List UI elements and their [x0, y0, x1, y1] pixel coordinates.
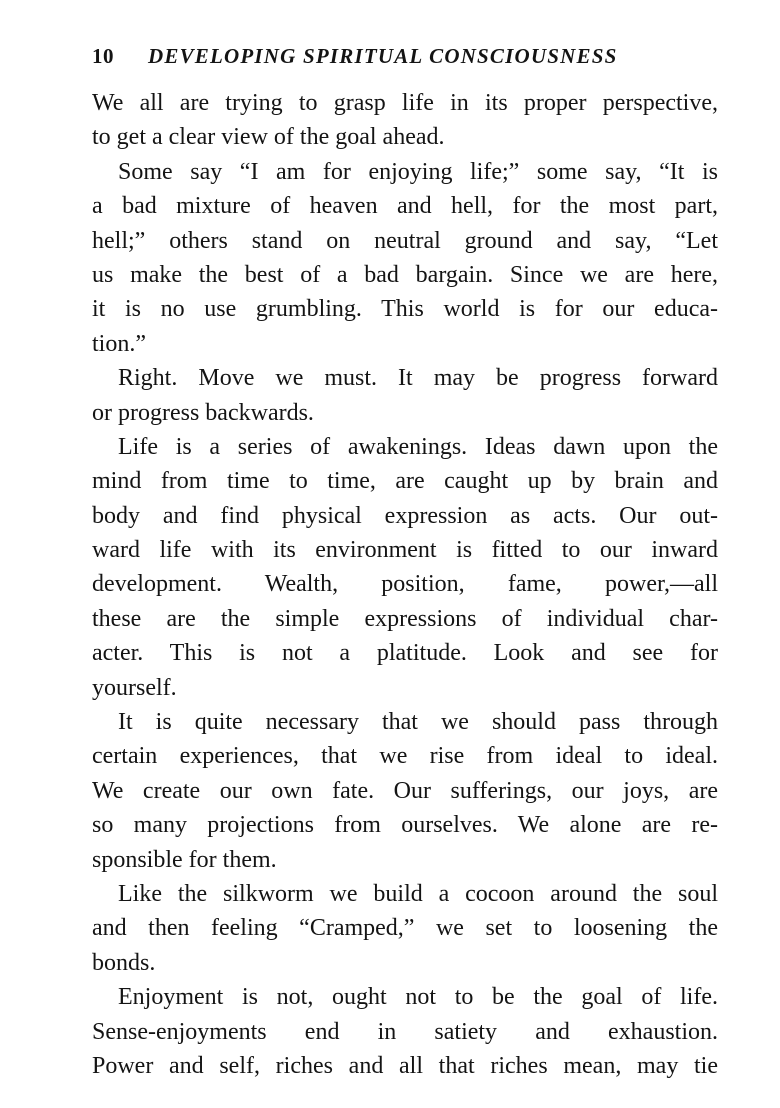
- text-line: ward life with its environment is fitted to our inward: [92, 537, 718, 564]
- text-line: to get a clear view of the goal ahead.: [92, 124, 445, 151]
- text-line: Enjoyment is not, ought not to be the goal of life.: [118, 984, 718, 1011]
- text-line: Sense-enjoyments end in satiety and exhaustion.: [92, 1018, 718, 1045]
- text-line: and then feeling “Cramped,” we set to loosening the: [92, 915, 718, 942]
- text-line: Some say “I am for enjoying life;” some say, “It is: [118, 158, 718, 185]
- text-line: mind from time to time, are caught up by brain and: [92, 468, 718, 495]
- text-line: bonds.: [92, 949, 156, 976]
- book-title: DEVELOPING SPIRITUAL CONSCIOUSNESS: [148, 43, 618, 68]
- book-page: [92, 36, 718, 1083]
- text-line: so many projections from ourselves. We alone are re-: [92, 812, 718, 839]
- text-line: a bad mixture of heaven and hell, for the most part,: [92, 193, 718, 220]
- text-line: development. Wealth, position, fame, power,—all: [92, 571, 718, 598]
- text-line: We create our own fate. Our sufferings, our joys, are: [92, 777, 718, 804]
- paragraph: [92, 155, 718, 361]
- text-line: tion.”: [92, 330, 146, 357]
- text-line: We all are trying to grasp life in its proper perspective,: [92, 90, 718, 116]
- text-line: Right. Move we must. It may be progress forward: [118, 365, 718, 392]
- text-line: it is no use grumbling. This world is for our educa-: [92, 296, 718, 323]
- paragraph: [92, 877, 718, 980]
- text-line: or progress backwards.: [92, 399, 314, 426]
- text-line: Power and self, riches and all that riches mean, may tie: [92, 1052, 718, 1079]
- paragraph: [92, 86, 718, 155]
- paragraph: [92, 705, 718, 877]
- text-line: Like the silkworm we build a cocoon around the soul: [118, 880, 718, 907]
- text-line: body and find physical expression as acts. Our out-: [92, 502, 718, 529]
- paragraph: [92, 980, 718, 1083]
- paragraph: [92, 361, 718, 430]
- body-text: [92, 86, 718, 1083]
- text-line: yourself.: [92, 674, 177, 701]
- page-number: 10: [92, 43, 114, 68]
- paragraph: [92, 430, 718, 705]
- text-line: Life is a series of awakenings. Ideas dawn upon the: [118, 433, 718, 460]
- text-line: sponsible for them.: [92, 846, 277, 873]
- text-line: these are the simple expressions of individual char-: [92, 605, 718, 632]
- running-head: [92, 36, 718, 76]
- text-line: us make the best of a bad bargain. Since we are here,: [92, 261, 718, 288]
- text-line: It is quite necessary that we should pass through: [118, 709, 718, 736]
- text-line: hell;” others stand on neutral ground and say, “Let: [92, 227, 718, 254]
- text-line: certain experiences, that we rise from ideal to ideal.: [92, 743, 718, 770]
- text-line: acter. This is not a platitude. Look and see for: [92, 640, 718, 667]
